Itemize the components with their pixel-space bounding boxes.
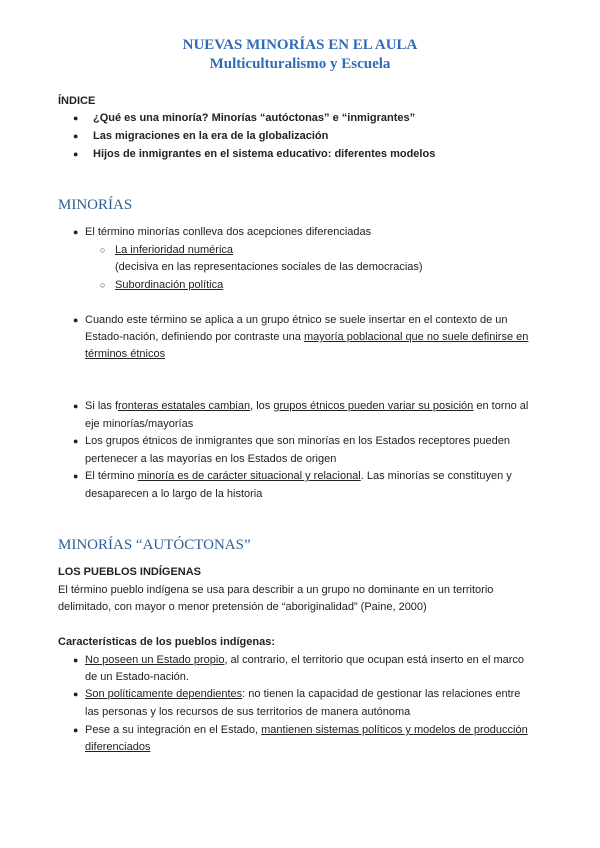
text-run: , al contrario, el territorio que ocupan está inserto en el marco <box>224 654 525 666</box>
characteristic-2-line-2: las personas y los recursos de sus territorios de manera autónoma <box>85 706 411 718</box>
bullet-icon: ● <box>73 227 79 237</box>
minorias-point-5-line-1 <box>85 468 538 486</box>
bullet-icon: ● <box>73 401 79 411</box>
minorias-point-5-line-2: desaparecen a lo largo de la historia <box>85 488 263 500</box>
underlined-text: Son políticamente dependientes <box>85 688 243 700</box>
characteristic-1-line-1 <box>85 652 538 670</box>
text-run: Pese a su integración en el Estado, <box>85 724 262 736</box>
paragraph-line-2: delimitado, con mayor o menor pretensión de “aboriginalidad” (Paine, 2000) <box>58 601 427 613</box>
characteristic-3-line-1 <box>85 722 538 740</box>
text-run: Si las f <box>85 400 119 412</box>
bullet-icon: ● <box>73 315 79 325</box>
underlined-text: No poseen un Estado propio <box>85 654 225 666</box>
characteristic-1-line-2: de un Estado-nación. <box>85 671 189 683</box>
bullet-icon: ● <box>73 725 79 735</box>
bullet-icon: ● <box>73 113 79 123</box>
index-heading: ÍNDICE <box>58 95 96 107</box>
text-run: , los <box>250 400 274 412</box>
paragraph-line-1: El término pueblo indígena se usa para describir a un grupo no dominante en un territorio <box>58 584 494 596</box>
underlined-text: mayoría poblacional que no suele definirse en <box>303 331 529 343</box>
section-heading-autoctonas: MINORÍAS “AUTÓCTONAS” <box>58 537 251 553</box>
underlined-text: ronteras estatales cambian <box>118 400 251 412</box>
minorias-point-4-line-1: Los grupos étnicos de inmigrantes que son minorías en los Estados receptores pueden <box>85 435 510 447</box>
minorias-point-4-line-2: pertenecer a las mayorías en los Estados de origen <box>85 453 337 465</box>
text-run: . Las minorías se constituyen y <box>360 470 512 482</box>
sub-point-inferioridad: La inferioridad numérica <box>115 244 234 256</box>
minorias-point-2-line-2 <box>85 329 538 347</box>
document-subtitle: Multiculturalismo y Escuela <box>209 56 391 72</box>
sub-point-note: (decisiva en las representaciones sociales de las democracias) <box>115 261 423 273</box>
bullet-icon: ● <box>73 436 79 446</box>
index-item-2: Las migraciones en la era de la globalización <box>93 130 329 142</box>
bullet-icon: ● <box>73 149 79 159</box>
underlined-text: mantienen sistemas políticos y modelos de producción <box>261 724 528 736</box>
bullet-icon: ● <box>73 689 79 699</box>
section-heading-minorias: MINORÍAS <box>58 197 133 213</box>
minorias-point-2-line-3: términos étnicos <box>85 348 166 360</box>
minorias-point-3-line-1 <box>85 398 538 416</box>
sub-point-subordinacion: Subordinación política <box>115 279 224 291</box>
bullet-icon: ● <box>73 471 79 481</box>
index-item-3: Hijos de inmigrantes en el sistema educativo: diferentes modelos <box>93 148 436 160</box>
characteristic-2-line-1 <box>85 686 538 704</box>
circle-bullet-icon: ○ <box>100 245 106 255</box>
bullet-icon: ● <box>73 131 79 141</box>
text-run: en torno al <box>473 400 529 412</box>
text-run: El término <box>85 470 138 482</box>
bullet-icon: ● <box>73 655 79 665</box>
minorias-point-3-line-2: eje minorías/mayorías <box>85 418 194 430</box>
text-run: : no tienen la capacidad de gestionar las relaciones entre <box>242 688 521 700</box>
index-item-1: ¿Qué es una minoría? Minorías “autóctonas” e “inmigrantes” <box>93 112 416 124</box>
document-title: NUEVAS MINORÍAS EN EL AULA <box>182 37 418 53</box>
subheading-pueblos-indigenas: LOS PUEBLOS INDÍGENAS <box>58 566 202 578</box>
characteristic-3-line-2: diferenciados <box>85 741 151 753</box>
minorias-point-2-line-1: Cuando este término se aplica a un grupo étnico se suele insertar en el contexto de un <box>85 314 508 326</box>
circle-bullet-icon: ○ <box>100 280 106 290</box>
underlined-text: grupos étnicos pueden variar su posición <box>273 400 474 412</box>
minorias-point-1: El término minorías conlleva dos acepciones diferenciadas <box>85 226 372 238</box>
underlined-text: minoría es de carácter situacional y relacional <box>137 470 361 482</box>
text-run: Estado-nación, definiendo por contraste una <box>85 331 304 343</box>
characteristics-heading: Características de los pueblos indígenas: <box>58 636 276 648</box>
